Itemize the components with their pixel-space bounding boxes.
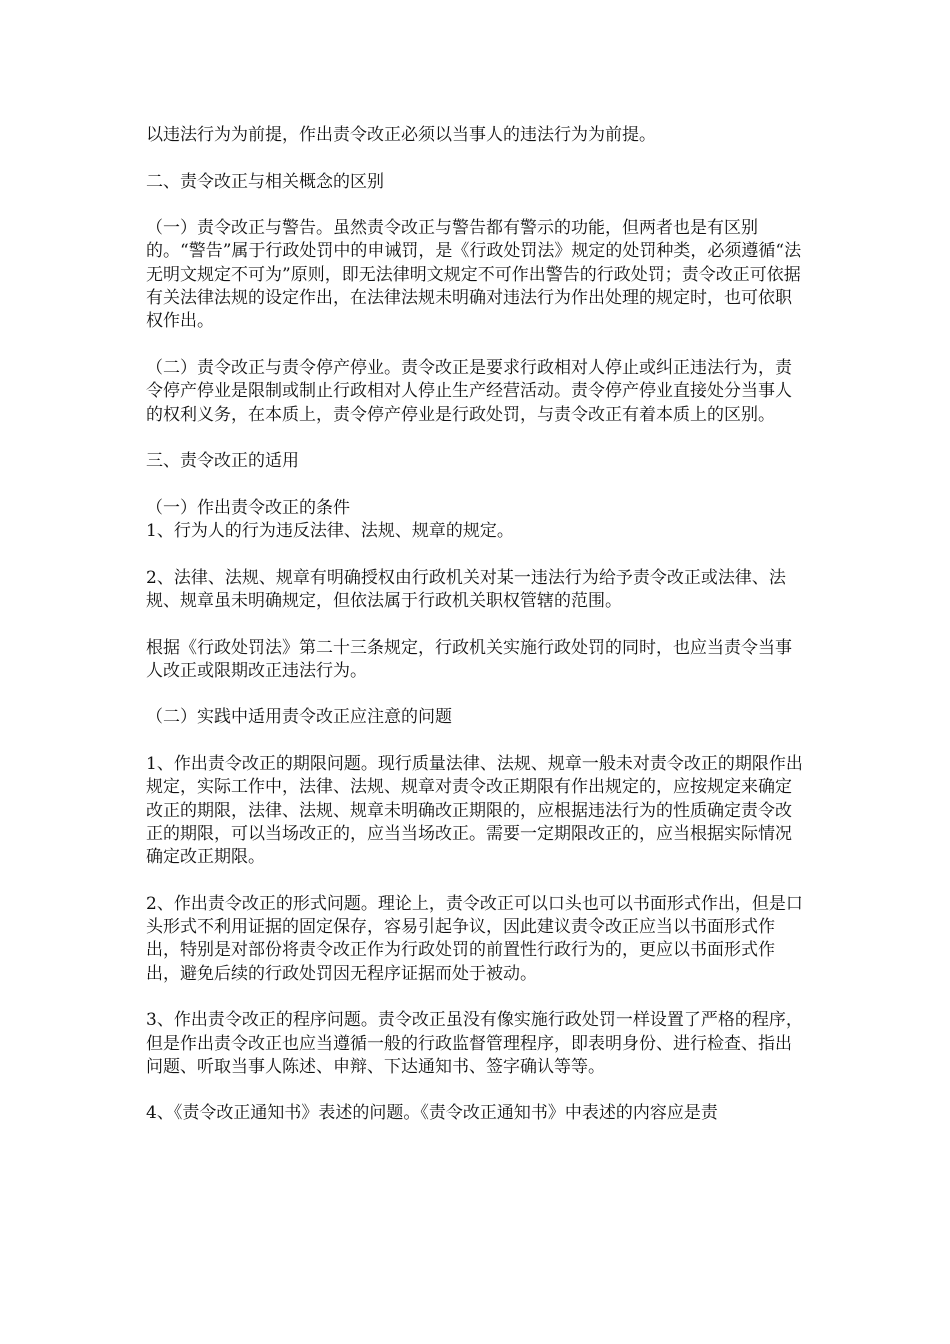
issue-4-notice: 4、《责令改正通知书》表述的问题。《责令改正通知书》中表述的内容应是责 bbox=[146, 1103, 718, 1124]
paragraph-1: 以违法行为为前提，作出责令改正必须以当事人的违法行为为前提。 bbox=[146, 125, 656, 145]
subheading-practice: （二）实践中适用责令改正应注意的问题 bbox=[146, 707, 452, 728]
issue-3-procedure: 3、作出责令改正的程序问题。责令改正虽没有像实施行政处罚一样设置了严格的程序，但是作出责令改正也应当遵循一般的行政监督管理程序，即表明身份、进行检查、指出问题、听取当事人陈述、申辩、下达通知书、签字确认等等。 bbox=[146, 1010, 803, 1077]
heading-section-2: 二、责令改正与相关概念的区别 bbox=[146, 171, 384, 192]
issue-2-form: 2、作出责令改正的形式问题。理论上，责令改正可以口头也可以书面形式作出，但是口头形式不利用证据的固定保存，容易引起争议，因此建议责令改正应当以书面形式作出，特别是对部份将责令改正作为行政处罚的前置性行政行为的，更应以书面形式作出，避免后续的行政处罚因无程序证据而处于被动。 bbox=[146, 893, 803, 984]
paragraph-suspension: （二）责令改正与责令停产停业。责令改正是要求行政相对人停止或纠正违法行为，责令停产停业是限制或制止行政相对人停止生产经营活动。责令停产停业直接处分当事人的权利义务，在本质上，责令停产停业是行政处罚，与责令改正有着本质上的区别。 bbox=[146, 357, 792, 425]
document-body bbox=[146, 124, 808, 1126]
paragraph-warning: （一）责令改正与警告。虽然责令改正与警告都有警示的功能，但两者也是有区别的。“警告”属于行政处罚中的申诫罚，是《行政处罚法》规定的处罚种类，必须遵循“法无明文规定不可为”原则，即无法律明文规定不可作出警告的行政处罚；责令改正可依据有关法律法规的设定作出，在法律法规未明确对违法行为作出处理的规定时，也可依职权作出。 bbox=[146, 218, 802, 332]
paragraph-article-23: 根据《行政处罚法》第二十三条规定，行政机关实施行政处罚的同时，也应当责令当事人改正或限期改正违法行为。 bbox=[146, 637, 792, 681]
condition-1: 1、行为人的行为违反法律、法规、规章的规定。 bbox=[146, 521, 514, 542]
subheading-conditions: （一）作出责令改正的条件 bbox=[146, 497, 350, 518]
heading-section-3: 三、责令改正的适用 bbox=[146, 451, 299, 472]
issue-1-deadline: 1、作出责令改正的期限问题。现行质量法律、法规、规章一般未对责令改正的期限作出规定，实际工作中，法律、法规、规章对责令改正期限有作出规定的，应按规定来确定改正的期限，法律、法规、规章未明确改正期限的，应根据违法行为的性质确定责令改正的期限，可以当场改正的，应当当场改正。需要一定期限改正的，应当根据实际情况确定改正期限。 bbox=[146, 754, 803, 868]
condition-2: 2、法律、法规、规章有明确授权由行政机关对某一违法行为给予责令改正或法律、法规、规章虽未明确规定，但依法属于行政机关职权管辖的范围。 bbox=[146, 567, 786, 611]
